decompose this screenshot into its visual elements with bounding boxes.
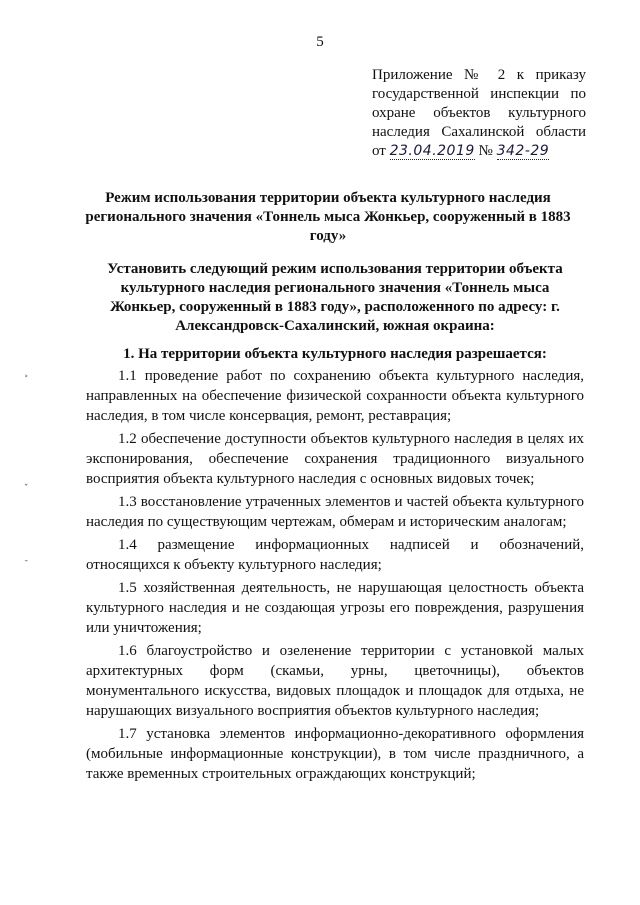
margin-mark: ˇ [24,484,29,494]
list-item: 1.3 восстановление утраченных элементов и частей объекта культурного наследия по существующим чертежам, обмерам и историческим аналогам; [86,494,584,530]
list-item: 1.4 размещение информационных надписей и обозначений, относящихся к объекту культурного наследия; [86,537,584,573]
document-title: Режим использования территории объекта культурного наследия регионального значения «Тоннель мыса Жонкьер, сооруженный в 1883 году» [85,190,571,244]
list-item: 1.1 проведение работ по сохранению объекта культурного наследия, направленных на обеспечение физической сохранности объекта культурного наследия, в том числе консервация, ремонт, реставрация; [86,368,584,424]
appendix-date-line [372,142,586,161]
list-item: 1.5 хозяйственная деятельность, не нарушающая целостность объекта культурного наследия и не создающая угрозы его повреждения, разрушения или уничтожения; [86,580,584,636]
margin-mark: ˉ [24,560,29,570]
document-subtitle: Установить следующий режим использования территории объекта культурного наследия регионального значения «Тоннель мыса Жонкьер, сооруженный в 1883 году», расположенного по адресу: г. Александровск-Сахалинский, южная окраина: [107,261,563,334]
appendix-header [372,66,586,161]
appendix-line: Приложение № 2 к приказу [372,67,586,83]
page-number: 5 [316,34,324,50]
number-sign: № [478,143,493,159]
appendix-line: охране объектов культурного [372,105,586,121]
items-list [86,366,584,787]
list-item: 1.2 обеспечение доступности объектов культурного наследия в целях их экспонирования, обеспечение сохранения традиционного визуального восприятия объекта культурного наследия с основных видовых точек; [86,431,584,487]
date-prefix: от [372,143,386,159]
appendix-line: государственной инспекции по [372,86,586,102]
order-date: 23.04.2019 [389,143,475,159]
margin-mark: ˃ [24,375,29,385]
order-number: 342-29 [496,143,550,159]
list-item: 1.7 установка элементов информационно-декоративного оформления (мобильные информационные конструкции), в том числе праздничного, а также временных строительных ограждающих конструкций; [86,726,584,782]
appendix-line: наследия Сахалинской области [372,124,586,140]
section-heading: 1. На территории объекта культурного наследия разрешается: [123,346,547,362]
list-item: 1.6 благоустройство и озеленение территории с установкой малых архитектурных форм (скамьи, урны, цветочницы), объектов монументального искусства, видовых площадок и площадок для отдыха, не нарушающих визуального восприятия объектов культурного наследия; [86,643,584,719]
